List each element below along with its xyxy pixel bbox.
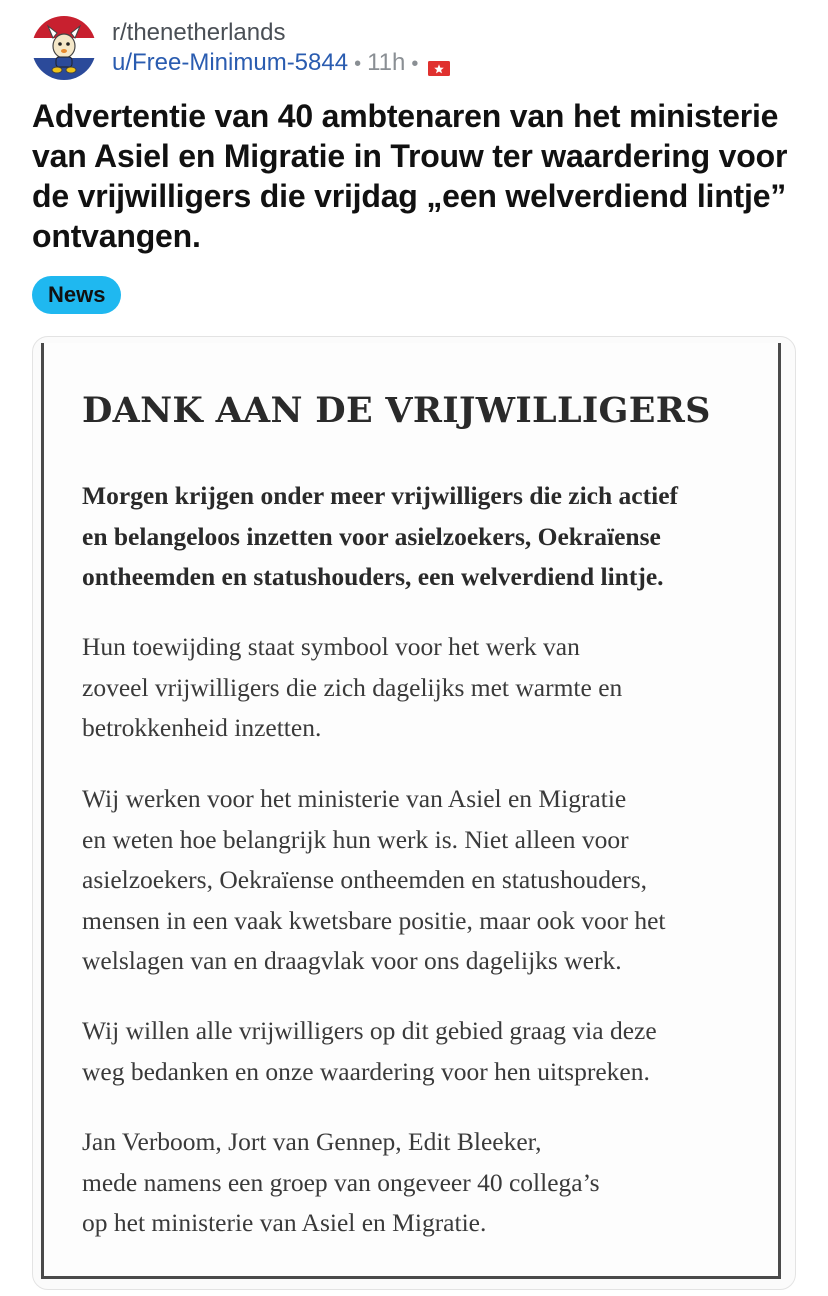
ad-heading: DANK AAN DE VRIJWILLIGERS: [82, 390, 711, 431]
ad-line: welslagen van en draagvlak voor ons dagelijks werk.: [82, 946, 622, 975]
ad-paragraph-lead: [82, 476, 762, 598]
ad-line: ontheemden en statushouders, een welverdiend lintje.: [82, 562, 664, 591]
ad-paragraph-3: [82, 779, 762, 982]
ad-line: asielzoekers, Oekraïense ontheemden en statushouders,: [82, 865, 648, 894]
post-image[interactable]: [32, 336, 796, 1290]
ad-line: mensen in een vaak kwetsbare positie, maar ook voor het: [82, 905, 666, 935]
ad-line: Jan Verboom, Jort van Gennep, Edit Bleeker,: [82, 1127, 542, 1156]
post-title[interactable]: Advertentie van 40 ambtenaren van het ministerie van Asiel en Migratie in Trouw ter waardering voor de vrijwilligers die vrijdag „een welverdiend lintje” ontvangen.: [32, 98, 788, 254]
username-link[interactable]: u/Free-Minimum-5844: [112, 49, 349, 76]
ad-line: en belangeloos inzetten voor asielzoekers, Oekraïense: [82, 521, 661, 551]
separator-dot: •: [411, 53, 419, 75]
separator-dot: •: [354, 53, 362, 75]
ad-line: mede namens een groep van ongeveer 40 collega’s: [82, 1167, 600, 1197]
ad-line: op het ministerie van Asiel en Migratie.: [82, 1208, 487, 1237]
ad-line: en weten hoe belangrijk hun werk is. Niet alleen voor: [82, 824, 629, 854]
newspaper-advertisement: [41, 343, 781, 1279]
post-time: 11h: [367, 49, 406, 76]
ad-line: zoveel vrijwilligers die zich dagelijks met warmte en: [82, 672, 623, 702]
ad-line: weg bedanken en onze waardering voor hen uitspreken.: [82, 1056, 650, 1086]
post-flair-news[interactable]: News: [32, 276, 121, 314]
ad-line: Morgen krijgen onder meer vrijwilligers die zich actief: [82, 481, 679, 510]
ad-line: Wij werken voor het ministerie van Asiel en Migratie: [82, 784, 627, 813]
ad-line: Wij willen alle vrijwilligers op dit gebied graag via deze: [82, 1016, 657, 1045]
post-header: [32, 16, 792, 80]
author-line: [112, 48, 450, 79]
award-badge-icon[interactable]: [428, 54, 450, 69]
ad-paragraph-4: [82, 1011, 762, 1092]
ad-paragraph-2: [82, 627, 762, 749]
ad-line: Hun toewijding staat symbool voor het werk van: [82, 632, 580, 661]
ad-line: betrokkenheid inzetten.: [82, 713, 322, 742]
ad-signature: [82, 1122, 762, 1244]
post-meta: [112, 18, 450, 79]
subreddit-name[interactable]: r/thenetherlands: [112, 19, 286, 46]
subreddit-avatar-icon: [32, 16, 96, 80]
subreddit-avatar[interactable]: [32, 16, 96, 80]
